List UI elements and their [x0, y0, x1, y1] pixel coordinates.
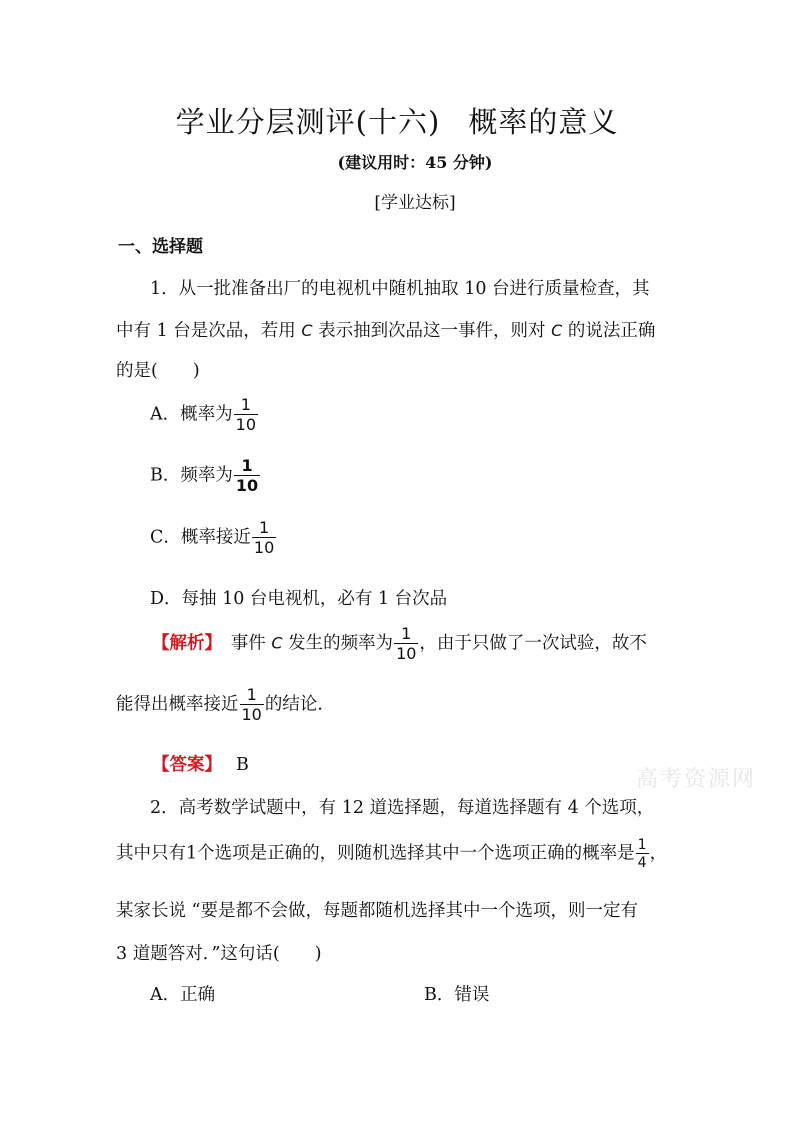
fraction: $\frac{1}{4}$: [637, 837, 647, 871]
q1-option-a: A．概率为 $\frac{1}{10}$: [150, 395, 256, 434]
fraction: $\frac{1}{10}$: [396, 624, 417, 663]
q2-line-1: 2．高考数学试题中，有 12 道选择题，每道选择题有 4 个选项，: [150, 798, 655, 818]
fraction: $\frac{1}{10}$: [235, 395, 256, 434]
analysis-tag: 【解析】: [152, 633, 214, 654]
event-variable: C: [301, 321, 313, 340]
fraction: $\frac{1}{10}$: [241, 685, 262, 724]
q1-option-c: C．概率接近 $\frac{1}{10}$: [150, 518, 275, 557]
q2-line-3: 某家长说 “要是都不会做，每题都随机选择其中一个选项，则一定有: [116, 901, 639, 921]
analysis-line-1: 【解析】 事件 C 发生的频率为 $\frac{1}{10}$ ，由于只做了一次试验，故不: [152, 624, 647, 663]
fraction: $\frac{1}{10}$: [253, 518, 275, 557]
section-tag: [学业达标]: [374, 193, 456, 213]
answer-tag: 【答案】: [152, 755, 222, 775]
answer-line: [152, 751, 249, 776]
title-main: 学业分层测评(十六): [175, 105, 441, 139]
q1-option-b: B．频率为 $\frac{1}{10}$: [150, 456, 259, 495]
q2-line-4: 3 道题答对．”这句话( ): [116, 944, 322, 964]
answer-value: B: [236, 755, 249, 775]
title-topic: 概率的意义: [468, 105, 619, 139]
q1-line-2: 中有 1 台是次品，若用 C 表示抽到次品这一事件，则对 C 的说法正确: [116, 321, 656, 341]
q2-option-b: B．错误: [424, 985, 490, 1005]
fraction: $\frac{1}{10}$: [235, 456, 259, 495]
page-title: [0, 100, 794, 141]
q2-option-a: A．正确: [150, 985, 216, 1005]
event-variable: C: [271, 633, 283, 653]
q1-line-3: 的是( ): [116, 361, 200, 381]
q1-line-1: 1．从一批准备出厂的电视机中随机抽取 10 台进行质量检查，其: [150, 279, 650, 299]
q1-option-d: D．每抽 10 台电视机，必有 1 台次品: [150, 589, 448, 609]
analysis-line-2: 能得出概率接近 $\frac{1}{10}$ 的结论．: [116, 685, 335, 724]
event-variable: C: [551, 321, 563, 340]
q2-line-2: 其中只有1个选项是正确的，则随机选择其中一个选项正确的概率是 $\frac{1}{4}$ ，: [116, 837, 668, 871]
section-heading: 一、选择题: [118, 237, 203, 257]
watermark: 高考资源网: [635, 767, 756, 792]
time-suggestion: (建议用时：45 分钟): [337, 153, 493, 172]
